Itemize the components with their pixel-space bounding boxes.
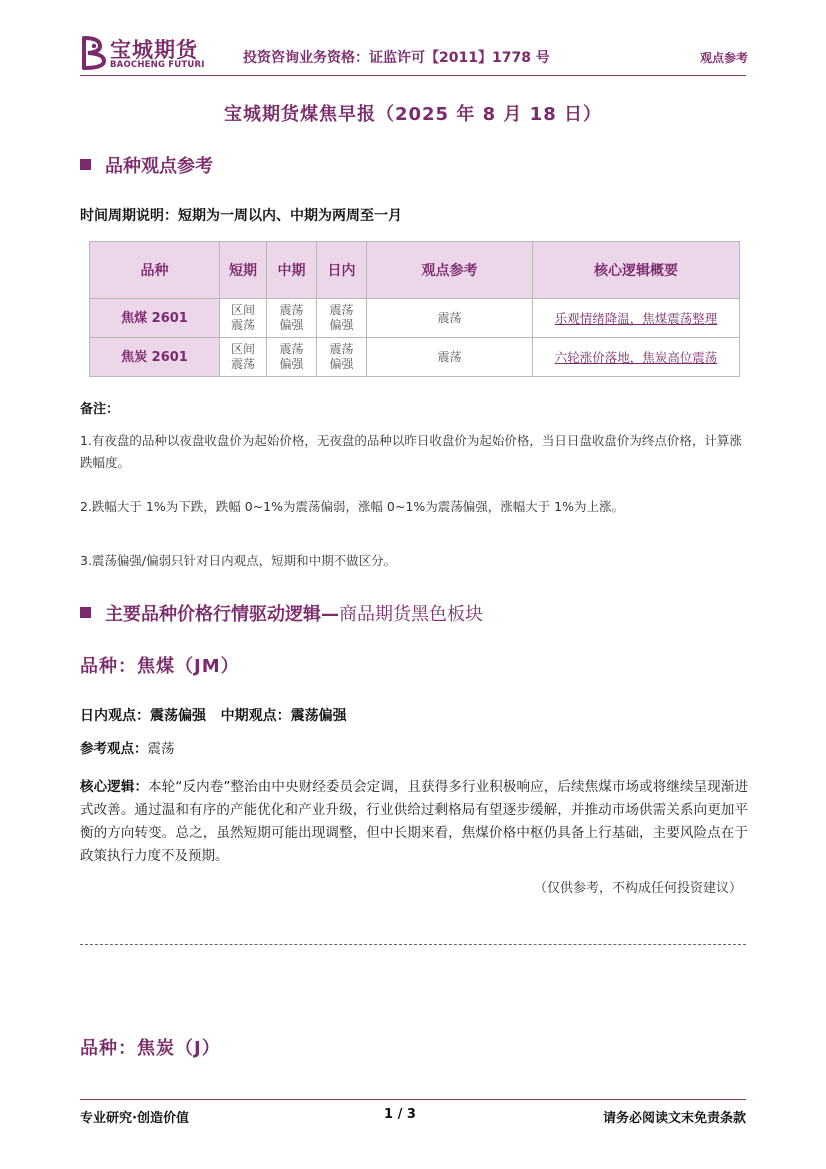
logic-link[interactable]: 乐观情绪降温，焦煤震荡整理 — [533, 299, 740, 338]
column-header: 观点参考 — [367, 242, 533, 299]
short-term-cell: 区间 震荡 — [220, 299, 267, 338]
dashed-divider — [80, 944, 746, 945]
table-row — [90, 299, 740, 338]
views-line: 日内观点：震荡偏强 中期观点：震荡偏强 — [80, 708, 347, 724]
variety-cell: 焦炭 2601 — [90, 338, 220, 377]
column-header: 中期 — [267, 242, 317, 299]
core-logic-paragraph — [80, 776, 748, 868]
section-heading-light: 商品期货黑色板块 — [339, 604, 483, 625]
footer-disclaimer-note: 请务必阅读文末免责条款 — [602, 1111, 746, 1126]
period-note: 时间周期说明：短期为一周以内、中期为两周至一月 — [80, 208, 402, 224]
short-term-cell: 区间 震荡 — [220, 338, 267, 377]
table-row — [90, 338, 740, 377]
note-2: 2.跌幅大于 1%为下跌，跌幅 0~1%为震荡偏弱，涨幅 0~1%为震荡偏强，涨幅大于 1%为上涨。 — [80, 499, 624, 514]
column-header: 核心逻辑概要 — [533, 242, 740, 299]
baocheng-logo-icon — [80, 34, 108, 72]
qualification-text: 投资咨询业务资格：证监许可【2011】1778 号 — [243, 50, 550, 66]
reference-value: 震荡 — [147, 741, 175, 757]
section-heading-text: 品种观点参考 — [105, 156, 213, 177]
column-header: 品种 — [90, 242, 220, 299]
footer-slogan: 专业研究·创造价值 — [80, 1111, 189, 1126]
core-logic-text: 本轮“反内卷”整治由中央财经委员会定调，且获得多行业积极响应，后续焦煤市场或将继续呈现渐进式改善。通过温和有序的产能优化和产业升级，行业供给过剩格局有望逐步缓解，并推动市场供需关系向更加平衡的方向转变。总之，虽然短期可能出现调整，但中长期来看，焦煤价格中枢仍具备上行基础，主要风险点在于政策执行力度不及预期。 — [80, 779, 748, 864]
section-heading-views — [80, 152, 213, 178]
section-heading-drivers — [80, 600, 483, 626]
core-logic-label: 核心逻辑： — [80, 779, 149, 795]
company-logo — [80, 34, 205, 72]
note-1: 1.有夜盘的品种以夜盘收盘价为起始价格，无夜盘的品种以昨日收盘价为起始价格，当日日盘收盘价为终点价格，计算涨跌幅度。 — [80, 433, 742, 470]
header-divider — [80, 75, 746, 76]
table-header-row — [90, 242, 740, 299]
square-bullet-icon — [80, 159, 91, 170]
view-cell: 震荡 — [367, 299, 533, 338]
disclaimer-text: （仅供参考，不构成任何投资建议） — [533, 881, 742, 896]
variety-cell: 焦煤 2601 — [90, 299, 220, 338]
report-title: 宝城期货煤焦早报（2025 年 8 月 18 日） — [223, 104, 602, 125]
logo-chinese-name: 宝城期货 — [110, 37, 198, 62]
column-header: 短期 — [220, 242, 267, 299]
reference-view — [80, 738, 748, 761]
page-number: 1 / 3 — [384, 1107, 416, 1122]
header-category-label: 观点参考 — [699, 51, 748, 65]
footer-divider — [80, 1099, 746, 1100]
section-heading-bold: 主要品种价格行情驱动逻辑— — [105, 604, 339, 625]
view-cell: 震荡 — [367, 338, 533, 377]
column-header: 日内 — [317, 242, 367, 299]
intraday-cell: 震荡 偏强 — [317, 299, 367, 338]
reference-label: 参考观点： — [80, 741, 148, 757]
logo-english-name: BAOCHENG FUTURI — [110, 60, 205, 70]
intraday-cell: 震荡 偏强 — [317, 338, 367, 377]
mid-term-cell: 震荡 偏强 — [267, 299, 317, 338]
variety-heading-coking-coal: 品种：焦煤（JM） — [80, 656, 240, 677]
mid-term-cell: 震荡 偏强 — [267, 338, 317, 377]
square-bullet-icon — [80, 607, 91, 618]
logic-link[interactable]: 六轮涨价落地，焦炭高位震荡 — [533, 338, 740, 377]
note-3: 3.震荡偏强/偏弱只针对日内观点，短期和中期不做区分。 — [80, 553, 397, 568]
variety-heading-coke: 品种：焦炭（J） — [80, 1038, 221, 1059]
notes-label: 备注： — [80, 402, 120, 417]
views-table — [89, 241, 740, 377]
